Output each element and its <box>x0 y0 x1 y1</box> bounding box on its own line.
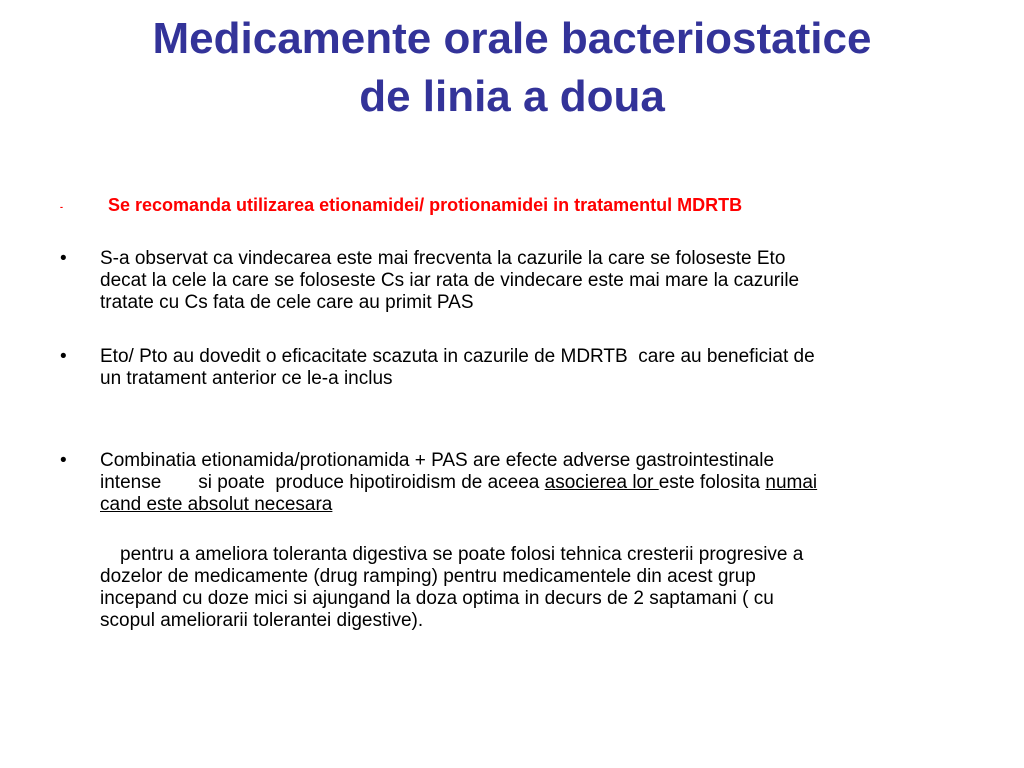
bullet-line: Eto/ Pto au dovedit o eficacitate scazuta in cazurile de MDRTB care au beneficiat de <box>100 346 815 367</box>
highlight-text: Se recomanda utilizarea etionamidei/ protionamidei in tratamentul MDRTB <box>108 195 743 215</box>
paragraph-text <box>100 544 803 632</box>
underlined-phrase: cand este absolut necesara <box>100 494 333 515</box>
underlined-phrase: asocierea lor <box>544 472 659 493</box>
bullet-text <box>100 450 817 516</box>
paragraph-line: dozelor de medicamente (drug ramping) pentru medicamentele din acest grup <box>100 566 756 587</box>
bullet-line <box>100 472 817 494</box>
bullet-line: S-a observat ca vindecarea este mai frecventa la cazurile la care se foloseste Eto <box>100 248 786 269</box>
slide-title <box>0 10 1024 126</box>
paragraph-line: incepand cu doze mici si ajungand la doza optima in decurs de 2 saptamani ( cu <box>100 588 774 609</box>
highlight-recommendation <box>0 194 1024 216</box>
bullet-line: tratate cu Cs fata de cele care au primit PAS <box>100 292 474 313</box>
bullet-text <box>100 346 815 390</box>
bullet-line: decat la cele la care se foloseste Cs iar rata de vindecare este mai mare la cazurile <box>100 270 800 291</box>
bullet-text <box>100 248 799 314</box>
bullet-line <box>100 494 817 516</box>
bullet-line: un tratament anterior ce le-a inclus <box>100 368 393 389</box>
bullet-marker: • <box>60 248 67 269</box>
underlined-phrase: numai <box>765 472 818 493</box>
bullet-line: Combinatia etionamida/protionamida + PAS are efecte adverse gastrointestinale <box>100 450 775 471</box>
slide-title-line-1: Medicamente orale bacteriostatice <box>152 14 872 63</box>
bullet-marker: • <box>60 346 67 367</box>
bullet-line-segment: intense si poate produce hipotiroidism de aceea <box>100 472 545 493</box>
paragraph-line: scopul ameliorarii tolerantei digestive). <box>100 610 424 631</box>
highlight-bullet-marker: - <box>60 202 63 212</box>
slide-title-line-2: de linia a doua <box>359 72 665 121</box>
paragraph-line: pentru a ameliora toleranta digestiva se poate folosi tehnica cresterii progresive a <box>120 544 804 565</box>
bullet-line-segment: este folosita <box>658 472 766 493</box>
bullet-marker: • <box>60 450 67 471</box>
